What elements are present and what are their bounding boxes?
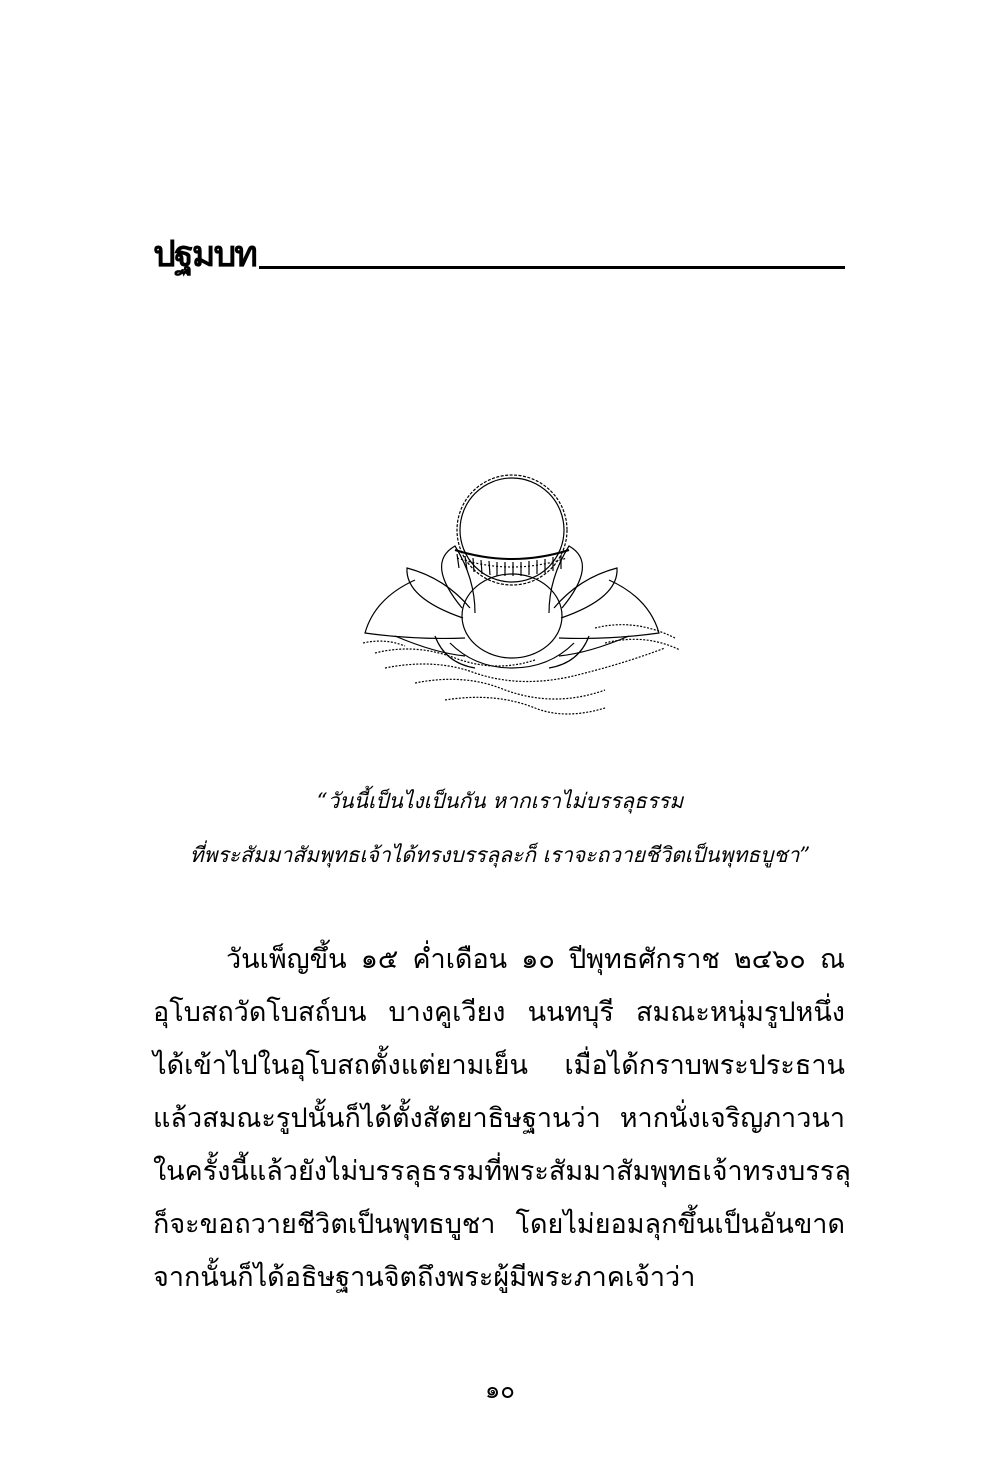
lotus-with-moon-icon bbox=[355, 468, 685, 728]
chapter-rule bbox=[259, 266, 845, 269]
paragraph-line: แล้วสมณะรูปนั้นก็ได้ตั้งสัตยาธิษฐานว่า หากนั่งเจริญภาวนา bbox=[153, 1103, 845, 1134]
quote-line-1: “วันนี้เป็นไงเป็นกัน หากเราไม่บรรลุธรรม bbox=[316, 789, 684, 813]
chapter-title: ปฐมบท bbox=[153, 234, 257, 275]
paragraph-line: จากนั้นก็ได้อธิษฐานจิตถึงพระผู้มีพระภาคเจ้าว่า bbox=[153, 1262, 696, 1293]
chapter-header bbox=[153, 232, 845, 278]
quote-line-2: ที่พระสัมมาสัมพุทธเจ้าได้ทรงบรรลุละก็ เราจะถวายชีวิตเป็นพุทธบูชา” bbox=[189, 843, 811, 867]
paragraph-line: วันเพ็ญขึ้น ๑๕ ค่ำเดือน ๑๐ ปีพุทธศักราช ๒๔๖๐ ณ bbox=[226, 944, 845, 975]
paragraph-line: ได้เข้าไปในอุโบสถตั้งแต่ยามเย็น เมื่อได้กราบพระประธาน bbox=[153, 1050, 845, 1081]
paragraph-line: ก็จะขอถวายชีวิตเป็นพุทธบูชา โดยไม่ยอมลุกขึ้นเป็นอันขาด bbox=[153, 1209, 845, 1240]
page-number: ๑๐ bbox=[485, 1376, 515, 1404]
paragraph-line: ในครั้งนี้แล้วยังไม่บรรลุธรรมที่พระสัมมาสัมพุทธเจ้าทรงบรรลุ bbox=[153, 1156, 851, 1187]
paragraph-line: อุโบสถวัดโบสถ์บน บางคูเวียง นนทบุรี สมณะหนุ่มรูปหนึ่ง bbox=[153, 997, 845, 1028]
